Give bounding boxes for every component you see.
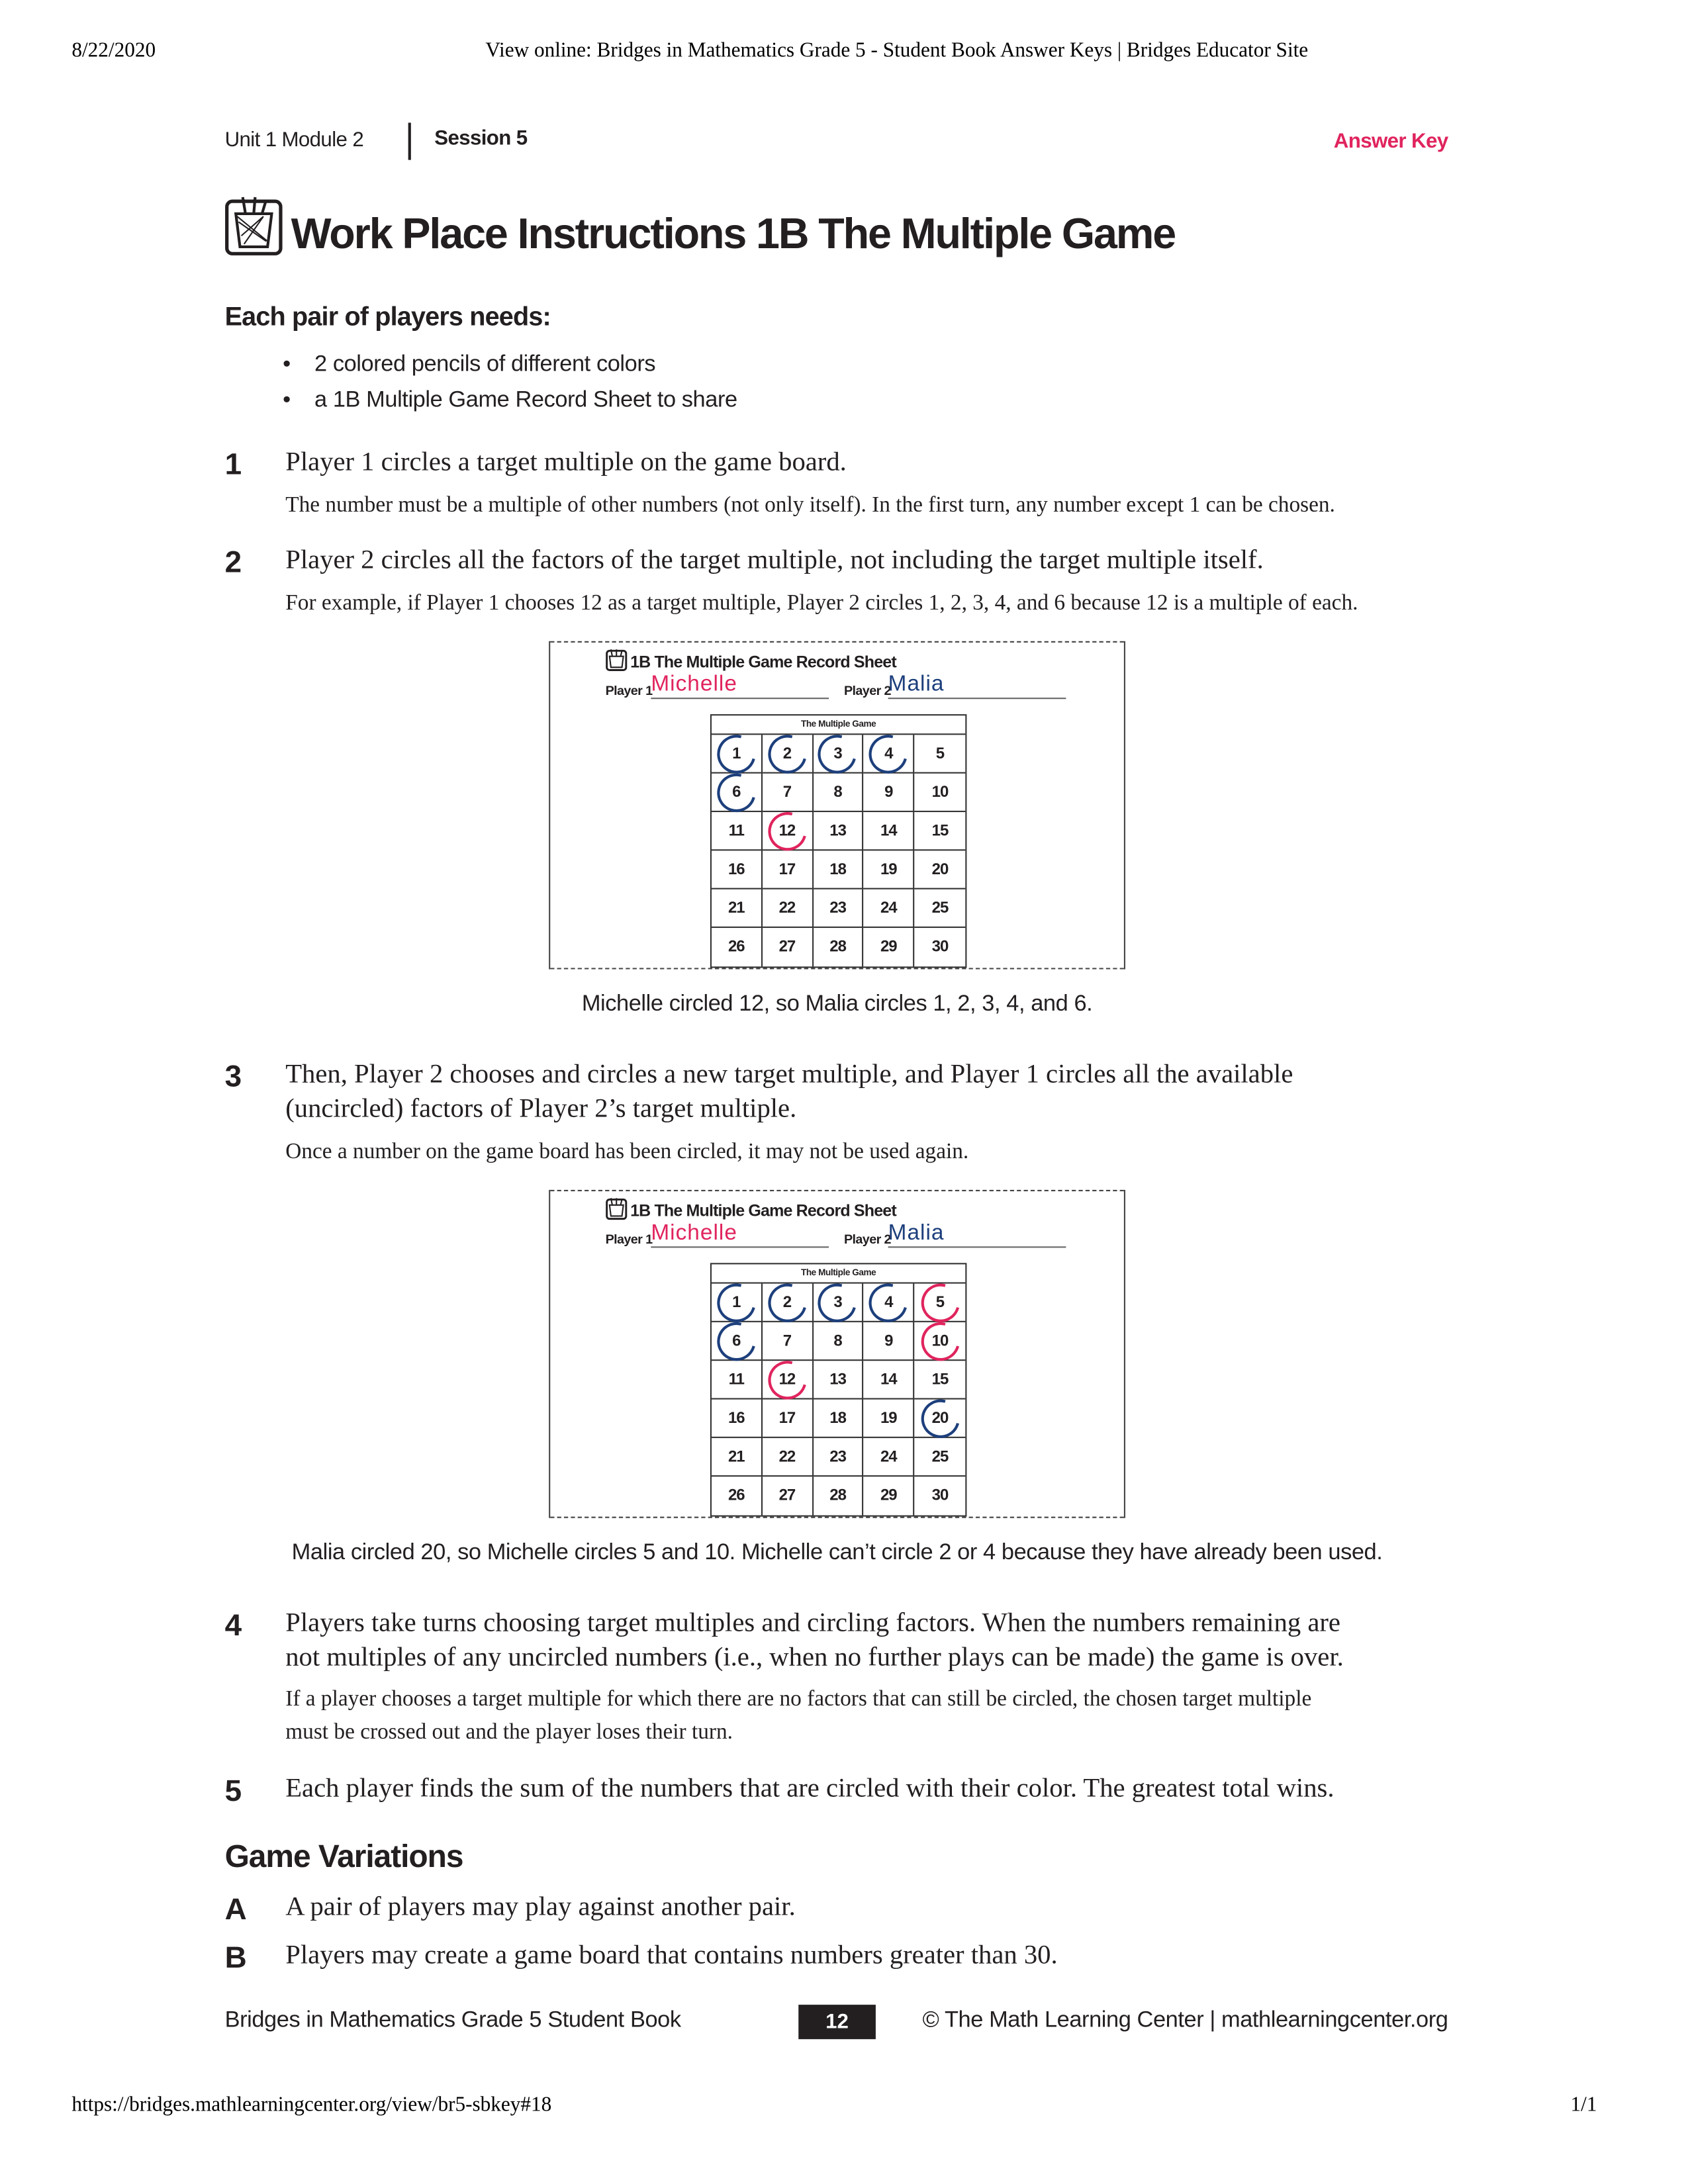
board-number: 1	[732, 1294, 741, 1311]
board-cell	[813, 1284, 864, 1322]
board-number: 7	[782, 1332, 792, 1349]
blue-circle-mark	[710, 1314, 763, 1367]
needs-heading: Each pair of players needs:	[224, 303, 551, 333]
board-cell	[864, 812, 915, 850]
board-cell	[763, 735, 814, 773]
board-number: 26	[727, 1487, 745, 1504]
board-cell	[864, 928, 915, 966]
blue-circle-mark	[710, 1276, 763, 1329]
pink-circle-mark	[761, 1353, 814, 1406]
figure-caption: Malia circled 20, so Michelle circles 5 and 10. Michelle can’t circle 2 or 4 because they have already been used.	[291, 1540, 1383, 1565]
step-subtext: Once a number on the game board has been circled, it may not be used again.	[285, 1140, 969, 1164]
board-cell	[763, 812, 814, 850]
step-subtext: The number must be a multiple of other numbers (not only itself). In the first turn, any number except 1 can be chosen.	[285, 493, 1335, 518]
board-cell	[712, 735, 763, 773]
board-number: 21	[727, 1448, 745, 1465]
board-cell	[864, 1477, 915, 1515]
bullet-dot: •	[283, 351, 291, 377]
record-sheet-example-1	[549, 641, 1125, 970]
player1-underline	[651, 698, 829, 699]
player1-label: Player 1	[605, 684, 653, 700]
step-subtext: For example, if Player 1 chooses 12 as a target multiple, Player 2 circles 1, 2, 3, 4, and 6 because 12 is a multiple of each.	[285, 591, 1358, 615]
board-cell	[915, 812, 966, 850]
board-number: 26	[727, 938, 745, 956]
board-cell	[763, 928, 814, 966]
board-number: 28	[829, 938, 846, 956]
board-number: 23	[829, 1448, 846, 1465]
board-number: 22	[778, 899, 796, 917]
pink-circle-mark	[761, 804, 814, 857]
board-number: 18	[829, 1410, 846, 1427]
board-cell	[813, 812, 864, 850]
footer-copyright: © The Math Learning Center | mathlearningcenter.org	[922, 2007, 1448, 2032]
step-number: 3	[224, 1058, 242, 1094]
board-number: 4	[884, 1294, 893, 1311]
game-board-title: The Multiple Game	[712, 715, 965, 735]
board-number: 22	[778, 1448, 796, 1465]
breadcrumb-divider	[408, 122, 411, 159]
board-cell	[813, 774, 864, 812]
step-number: 4	[224, 1608, 242, 1643]
board-cell	[915, 928, 966, 966]
board-cell	[864, 1322, 915, 1361]
answer-key-label: Answer Key	[1333, 129, 1448, 154]
board-number: 12	[778, 1371, 796, 1388]
variation-letter: B	[224, 1940, 247, 1975]
board-cell	[712, 1438, 763, 1477]
board-cell	[864, 735, 915, 773]
board-number: 15	[931, 1371, 949, 1388]
print-page-count: 1/1	[1570, 2094, 1597, 2116]
board-number: 20	[931, 861, 949, 878]
board-number: 6	[732, 784, 741, 801]
figure-caption: Michelle circled 12, so Malia circles 1, 2, 3, 4, and 6.	[581, 991, 1093, 1017]
board-cell	[763, 774, 814, 812]
board-cell	[915, 850, 966, 889]
board-number: 10	[931, 784, 949, 801]
player2-underline	[888, 1246, 1066, 1248]
record-sheet-basket-icon	[606, 648, 628, 671]
board-cell	[712, 1477, 763, 1515]
board-cell	[864, 889, 915, 928]
step-text: Each player finds the sum of the numbers that are circled with their color. The greatest total wins.	[285, 1774, 1335, 1803]
board-number: 2	[782, 745, 792, 762]
board-number: 5	[935, 1294, 945, 1311]
print-url: https://bridges.mathlearningcenter.org/view/br5-sbkey#18	[71, 2094, 552, 2116]
board-number: 4	[884, 745, 893, 762]
step-number: 1	[224, 446, 242, 482]
board-cell	[864, 1361, 915, 1399]
step-subtext: must be crossed out and the player loses their turn.	[285, 1720, 733, 1745]
board-cell	[763, 850, 814, 889]
board-number: 25	[931, 1448, 949, 1465]
variation-text: A pair of players may play against another pair.	[285, 1893, 796, 1923]
board-number: 11	[728, 822, 744, 839]
board-number: 13	[829, 1371, 846, 1388]
board-cell	[915, 1284, 966, 1322]
player1-name: Michelle	[651, 672, 737, 697]
record-sheet-title: 1B The Multiple Game Record Sheet	[630, 652, 896, 672]
step-text: Player 2 circles all the factors of the target multiple, not including the target multiple itself.	[285, 545, 1264, 575]
board-number: 20	[931, 1410, 949, 1427]
board-number: 14	[880, 822, 897, 839]
board-cell	[915, 889, 966, 928]
board-cell	[864, 850, 915, 889]
board-cell	[915, 774, 966, 812]
record-sheet-title: 1B The Multiple Game Record Sheet	[630, 1201, 896, 1220]
player1-name: Michelle	[651, 1221, 737, 1246]
blue-circle-mark	[761, 727, 814, 780]
board-number: 2	[782, 1294, 792, 1311]
print-date: 8/22/2020	[71, 40, 156, 62]
board-cell	[813, 1322, 864, 1361]
board-number: 17	[778, 1410, 796, 1427]
board-number: 16	[727, 1410, 745, 1427]
game-board	[710, 714, 966, 968]
board-cell	[864, 774, 915, 812]
board-cell	[915, 1361, 966, 1399]
player2-name: Malia	[888, 1221, 945, 1246]
board-number: 10	[931, 1332, 949, 1349]
step-text: (uncircled) factors of Player 2’s target multiple.	[285, 1095, 797, 1124]
board-cell	[864, 1438, 915, 1477]
board-cell	[864, 1400, 915, 1438]
board-number: 29	[880, 938, 897, 956]
board-number: 14	[880, 1371, 897, 1388]
board-number: 30	[931, 938, 949, 956]
bullet-dot: •	[283, 387, 291, 412]
board-cell	[813, 1400, 864, 1438]
board-number: 7	[782, 784, 792, 801]
board-cell	[915, 1400, 966, 1438]
board-number: 25	[931, 899, 949, 917]
board-number: 9	[884, 1332, 893, 1349]
board-cell	[763, 1400, 814, 1438]
board-number: 9	[884, 784, 893, 801]
board-number: 30	[931, 1487, 949, 1504]
board-number: 27	[778, 1487, 796, 1504]
player2-label: Player 2	[843, 1232, 891, 1248]
board-cell	[712, 812, 763, 850]
step-text: Players take turns choosing target multiples and circling factors. When the numbers remaining are	[285, 1609, 1340, 1638]
player1-label: Player 1	[605, 1232, 653, 1248]
blue-circle-mark	[761, 1276, 814, 1329]
board-cell	[712, 928, 763, 966]
board-number: 16	[727, 861, 745, 878]
blue-circle-mark	[862, 1276, 915, 1329]
board-number: 29	[880, 1487, 897, 1504]
player1-underline	[651, 1246, 829, 1248]
step-text: Then, Player 2 chooses and circles a new target multiple, and Player 1 circles all the available	[285, 1060, 1293, 1089]
pink-circle-mark	[914, 1276, 966, 1329]
board-number: 8	[833, 784, 842, 801]
variation-letter: A	[224, 1891, 247, 1927]
blue-circle-mark	[710, 766, 763, 819]
board-number: 12	[778, 822, 796, 839]
game-board	[710, 1263, 966, 1516]
blue-circle-mark	[914, 1392, 966, 1445]
board-number: 3	[833, 745, 842, 762]
board-number: 13	[829, 822, 846, 839]
board-cell	[864, 1284, 915, 1322]
needs-item: a 1B Multiple Game Record Sheet to share	[314, 387, 737, 412]
board-number: 24	[880, 1448, 897, 1465]
board-number: 28	[829, 1487, 846, 1504]
record-sheet-basket-icon	[606, 1197, 628, 1220]
board-cell	[813, 1438, 864, 1477]
board-cell	[813, 1477, 864, 1515]
board-number: 23	[829, 899, 846, 917]
variation-text: Players may create a game board that contains numbers greater than 30.	[285, 1941, 1058, 1971]
board-number: 11	[728, 1371, 744, 1388]
board-number: 6	[732, 1332, 741, 1349]
board-cell	[813, 1361, 864, 1399]
record-sheet-example-2	[549, 1190, 1125, 1518]
board-number: 5	[935, 745, 945, 762]
board-number: 19	[880, 861, 897, 878]
board-cell	[712, 850, 763, 889]
blue-circle-mark	[812, 727, 865, 780]
board-cell	[763, 1477, 814, 1515]
print-title: View online: Bridges in Mathematics Grade 5 - Student Book Answer Keys | Bridges Educator Site	[485, 40, 1309, 62]
board-cell	[813, 928, 864, 966]
unit-module-label: Unit 1 Module 2	[224, 128, 364, 152]
needs-item: 2 colored pencils of different colors	[314, 351, 656, 377]
player2-name: Malia	[888, 672, 945, 697]
board-cell	[813, 889, 864, 928]
board-cell	[915, 735, 966, 773]
step-number: 2	[224, 544, 242, 579]
step-text: Player 1 circles a target multiple on the game board.	[285, 448, 847, 477]
board-cell	[763, 889, 814, 928]
step-number: 5	[224, 1773, 242, 1808]
blue-circle-mark	[710, 727, 763, 780]
blue-circle-mark	[862, 727, 915, 780]
board-number: 15	[931, 822, 949, 839]
blue-circle-mark	[812, 1276, 865, 1329]
board-cell	[763, 1361, 814, 1399]
board-cell	[915, 1438, 966, 1477]
board-number: 19	[880, 1410, 897, 1427]
board-cell	[712, 1322, 763, 1361]
board-number: 18	[829, 861, 846, 878]
board-cell	[763, 1438, 814, 1477]
player2-label: Player 2	[843, 684, 891, 700]
board-cell	[712, 1284, 763, 1322]
board-number: 8	[833, 1332, 842, 1349]
board-cell	[712, 889, 763, 928]
page-number: 12	[798, 2005, 876, 2039]
player2-underline	[888, 698, 1066, 699]
board-number: 21	[727, 899, 745, 917]
step-text: not multiples of any uncircled numbers (i.e., when no further plays can be made) the game is over.	[285, 1643, 1344, 1673]
game-board-title: The Multiple Game	[712, 1264, 965, 1283]
board-cell	[813, 850, 864, 889]
board-cell	[712, 1361, 763, 1399]
board-number: 17	[778, 861, 796, 878]
page-title: Work Place Instructions 1B The Multiple Game	[291, 209, 1176, 258]
board-cell	[763, 1284, 814, 1322]
work-place-basket-icon	[225, 195, 283, 257]
board-cell	[813, 735, 864, 773]
board-number: 27	[778, 938, 796, 956]
game-variations-heading: Game Variations	[224, 1838, 463, 1874]
board-cell	[915, 1477, 966, 1515]
board-number: 3	[833, 1294, 842, 1311]
board-number: 1	[732, 745, 741, 762]
board-number: 24	[880, 899, 897, 917]
pink-circle-mark	[914, 1314, 966, 1367]
session-label: Session 5	[434, 126, 528, 151]
board-cell	[763, 1322, 814, 1361]
step-subtext: If a player chooses a target multiple for which there are no factors that can still be circled, the chosen target multiple	[285, 1687, 1312, 1711]
board-cell	[915, 1322, 966, 1361]
footer-book-title: Bridges in Mathematics Grade 5 Student Book	[224, 2007, 681, 2032]
board-cell	[712, 1400, 763, 1438]
board-cell	[712, 774, 763, 812]
